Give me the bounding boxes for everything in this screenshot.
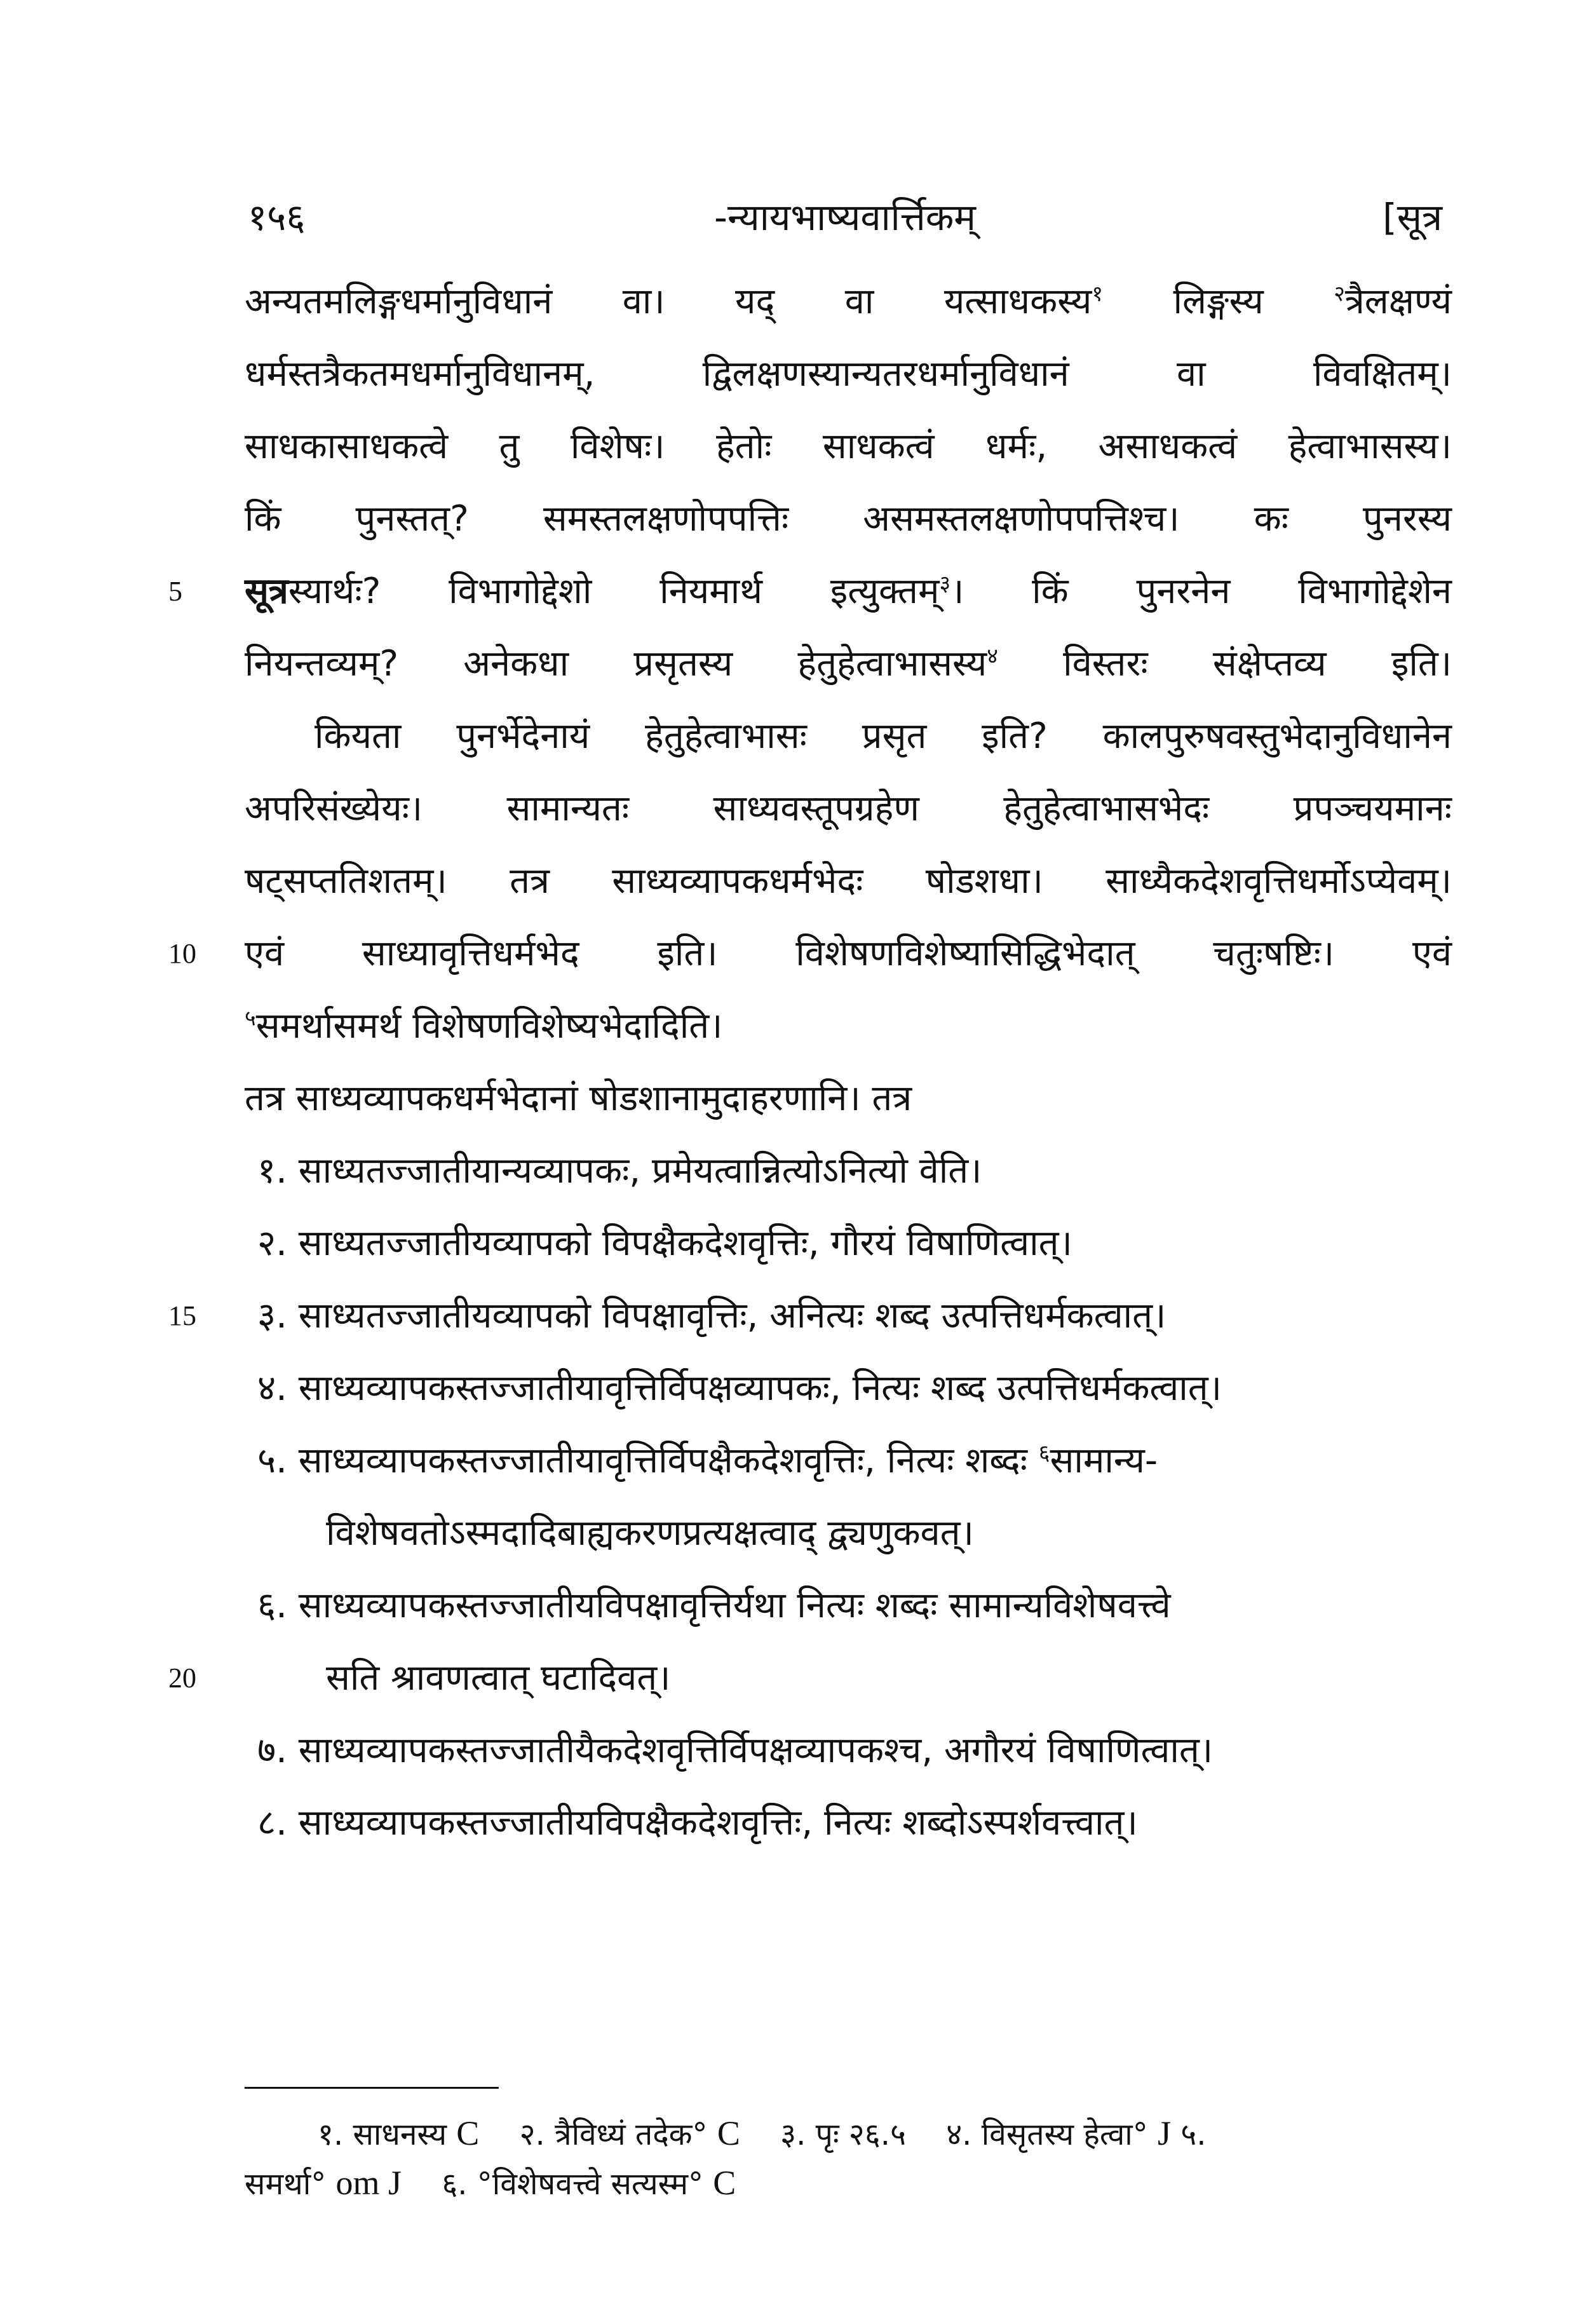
footnote-divider — [245, 2087, 499, 2089]
list-item: ४. साध्यव्यापकस्तज्जातीयावृत्तिर्विपक्षव्यापकः, नित्यः शब्द उत्पत्तिधर्मकत्वात्। — [257, 1368, 1222, 1409]
text-line: 10 एवं साध्यावृत्तिधर्मभेद इति। विशेषणविशेष्यासिद्धिभेदात् चतुःषष्टिः। एवं — [245, 918, 1452, 990]
list-item-continuation: विशेषवतोऽस्मदादिबाह्यकरणप्रत्यक्षत्वाद् द्व्यणुकवत्। — [326, 1512, 974, 1554]
line-number: 15 — [168, 1300, 196, 1331]
running-header — [248, 191, 1442, 248]
list-item: 15 ३. साध्यतज्जातीयव्यापको विपक्षावृत्तिः, अनित्यः शब्द उत्पत्तिधर्मकत्वात्। — [245, 1280, 1452, 1352]
text-line: 5 सूत्रस्यार्थः? विभागोद्देशो नियमार्थ इत्युक्तम्$^३$। किं पुनरनेन विभागोद्देशेन — [245, 555, 1452, 628]
line-number: 10 — [168, 938, 196, 969]
text-line: तत्र साध्यव्यापकधर्मभेदानां षोडशानामुदाहरणानि। तत्र — [245, 1078, 912, 1119]
list-item: ८. साध्यव्यापकस्तज्जातीयविपक्षैकदेशवृत्तिः, नित्यः शब्दोऽस्पर्शवत्त्वात्। — [257, 1802, 1138, 1843]
text-line: अन्यतमलिङ्गधर्मानुविधानं वा। यद् वा यत्साधकस्य$^१$ लिङ्गस्य $^२$त्रैलक्षण्यं — [245, 281, 1452, 322]
footnote: २. त्रैविध्यं तदेक° C — [519, 2114, 740, 2152]
running-title: -न्यायभाष्यवार्त्तिकम् — [714, 196, 976, 239]
bold-term: सूत्र — [245, 571, 288, 612]
footnote: ४. विसृतस्य हेत्वा° J ५. — [946, 2114, 1207, 2152]
line-number: 20 — [168, 1662, 196, 1694]
text-line: कियता पुनर्भेदेनायं हेतुहेत्वाभासः प्रसृत इति? कालपुरुषवस्तुभेदानुविधानेन — [314, 716, 1452, 757]
section-label: [सूत्र — [1383, 196, 1442, 239]
text-line: षट्सप्ततिशतम्। तत्र साध्यव्यापकधर्मभेदः षोडशधा। साध्यैकदेशवृत्तिधर्मोऽप्येवम्। — [245, 860, 1452, 902]
text-line: धर्मस्तत्रैकतमधर्मानुविधानम्, द्विलक्षणस्यान्यतरधर्मानुविधानं वा विवक्षितम्। — [245, 353, 1452, 395]
footnote-ref: ६ — [1038, 1440, 1050, 1466]
text-line: नियन्तव्यम्? अनेकधा प्रसृतस्य हेतुहेत्वाभासस्य$^४$ विस्तरः संक्षेप्तव्य इति। — [245, 643, 1452, 684]
list-item: २. साध्यतज्जातीयव्यापको विपक्षैकदेशवृत्तिः, गौरयं विषाणित्वात्। — [257, 1223, 1072, 1264]
text-line: किं पुनस्तत्? समस्तलक्षणोपपत्तिः असमस्तलक्षणोपपत्तिश्च। कः पुनरस्य — [245, 498, 1452, 540]
footnote-ref: ५ — [245, 1005, 256, 1031]
main-text — [168, 266, 1452, 1859]
list-item: ५. साध्यव्यापकस्तज्जातीयावृत्तिर्विपक्षैकदेशवृत्तिः, नित्यः शब्दः $^६$सामान्य- — [257, 1440, 1158, 1481]
list-item: १. साध्यतज्जातीयान्यव्यापकः, प्रमेयत्वान्नित्योऽनित्यो वेति। — [257, 1150, 982, 1192]
list-item-continuation: 20 सति श्रावणत्वात् घटादिवत्। — [245, 1642, 1452, 1714]
footnote-line — [245, 2108, 1452, 2158]
footnote-ref: ४ — [987, 643, 998, 669]
footnote-ref: ३ — [939, 571, 951, 597]
list-item: ७. साध्यव्यापकस्तज्जातीयैकदेशवृत्तिर्विपक्षव्यापकश्च, अगौरयं विषाणित्वात्। — [257, 1730, 1214, 1771]
text-line: $^५$समर्थासमर्थ विशेषणविशेष्यभेदादिति। — [245, 1005, 723, 1047]
line-number: 5 — [168, 576, 182, 607]
footnotes — [245, 2108, 1452, 2208]
list-item: ६. साध्यव्यापकस्तज्जातीयविपक्षावृत्तिर्यथा नित्यः शब्दः सामान्यविशेषवत्त्वे — [257, 1585, 1171, 1626]
footnote: १. साधनस्य C — [318, 2114, 480, 2152]
footnote-line — [245, 2158, 1452, 2208]
footnote-ref: १ — [1092, 281, 1104, 307]
text-line: अपरिसंख्येयः। सामान्यतः साध्यवस्तूपग्रहेण हेतुहेत्वाभासभेदः प्रपञ्चयमानः — [245, 788, 1452, 829]
footnote: ३. पृः २६.५ — [780, 2117, 906, 2152]
footnote: ६. °विशेषवत्त्वे सत्यस्म° C — [442, 2164, 736, 2202]
page-number: १५६ — [248, 196, 306, 239]
text-line: साधकासाधकत्वे तु विशेषः। हेतोः साधकत्वं धर्मः, असाधकत्वं हेत्वाभासस्य। — [245, 426, 1452, 467]
footnote: समर्था° om J — [245, 2164, 402, 2202]
footnote-ref: २ — [1334, 281, 1345, 307]
